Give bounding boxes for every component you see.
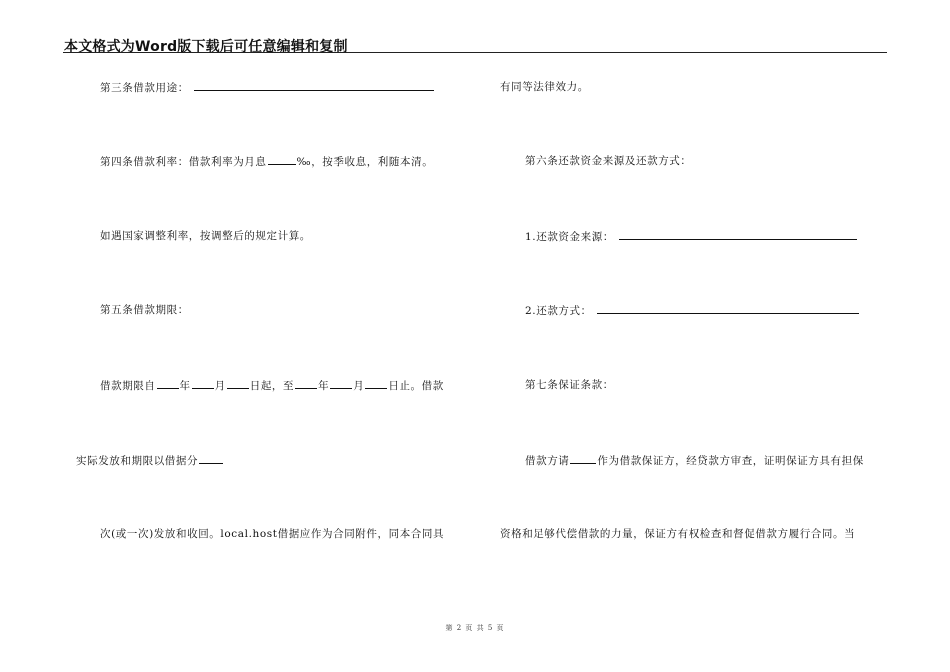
actual-issue-line xyxy=(76,453,224,468)
repay-method-blank xyxy=(597,303,859,314)
year-label: 年 xyxy=(179,380,191,392)
header-divider xyxy=(63,52,887,53)
day-from-label: 日起，至 xyxy=(249,380,295,392)
rate-adjust-line: 如遇国家调整利率，按调整后的规定计算。 xyxy=(100,230,311,242)
year-label-2: 年 xyxy=(318,380,330,392)
article-3-line xyxy=(100,80,435,95)
start-month-blank xyxy=(192,378,214,389)
article-6-line: 第六条还款资金来源及还款方式： xyxy=(525,155,692,167)
article-3-label: 第三条借款用途： xyxy=(100,82,189,94)
article-5-line: 第五条借款期限： xyxy=(100,304,189,316)
guarantor-blank xyxy=(570,453,596,464)
loan-period-line xyxy=(100,378,444,393)
repay-method-line xyxy=(525,303,860,318)
end-year-blank xyxy=(295,378,317,389)
month-label-2: 月 xyxy=(353,380,365,392)
start-year-blank xyxy=(157,378,179,389)
guarantee-qualification-line: 资格和足够代偿借款的力量，保证方有权检查和督促借款方履行合同。当 xyxy=(500,528,856,540)
guarantee-line xyxy=(525,453,864,468)
month-label: 月 xyxy=(214,380,226,392)
end-day-blank xyxy=(365,378,387,389)
installments-blank xyxy=(199,453,223,464)
fund-source-blank xyxy=(619,229,857,240)
repay-method-label: 2.还款方式： xyxy=(525,305,592,317)
article-4-text-b: ，按季收息，利随本清。 xyxy=(311,156,434,168)
interest-rate-blank xyxy=(268,154,296,165)
article-7-line: 第七条保证条款： xyxy=(525,379,614,391)
purpose-blank xyxy=(194,80,434,91)
guarantee-text-b: 作为借款保证方，经贷款方审查，证明保证方具有担保 xyxy=(597,455,864,467)
article-4-text-a: 第四条借款利率：借款利率为月息 xyxy=(100,156,267,168)
fund-source-line xyxy=(525,229,858,244)
day-to-label: 日止。借款 xyxy=(388,380,444,392)
actual-issue-text: 实际发放和期限以借据分 xyxy=(76,455,199,467)
end-month-blank xyxy=(330,378,352,389)
article-4-line xyxy=(100,154,433,169)
fund-source-label: 1.还款资金来源： xyxy=(525,231,614,243)
period-text-a: 借款期限自 xyxy=(100,380,156,392)
page-number: 第 2 页 共 5 页 xyxy=(445,624,505,632)
permille-unit: ‰ xyxy=(296,156,312,168)
start-day-blank xyxy=(227,378,249,389)
legal-effect-line: 有同等法律效力。 xyxy=(500,81,589,93)
repayment-times-line: 次(或一次)发放和收回。local.host借据应作为合同附件，同本合同具 xyxy=(100,528,445,540)
guarantee-text-a: 借款方请 xyxy=(525,455,570,467)
document-header-title: 本文格式为Word版下载后可任意编辑和复制 xyxy=(64,39,348,55)
